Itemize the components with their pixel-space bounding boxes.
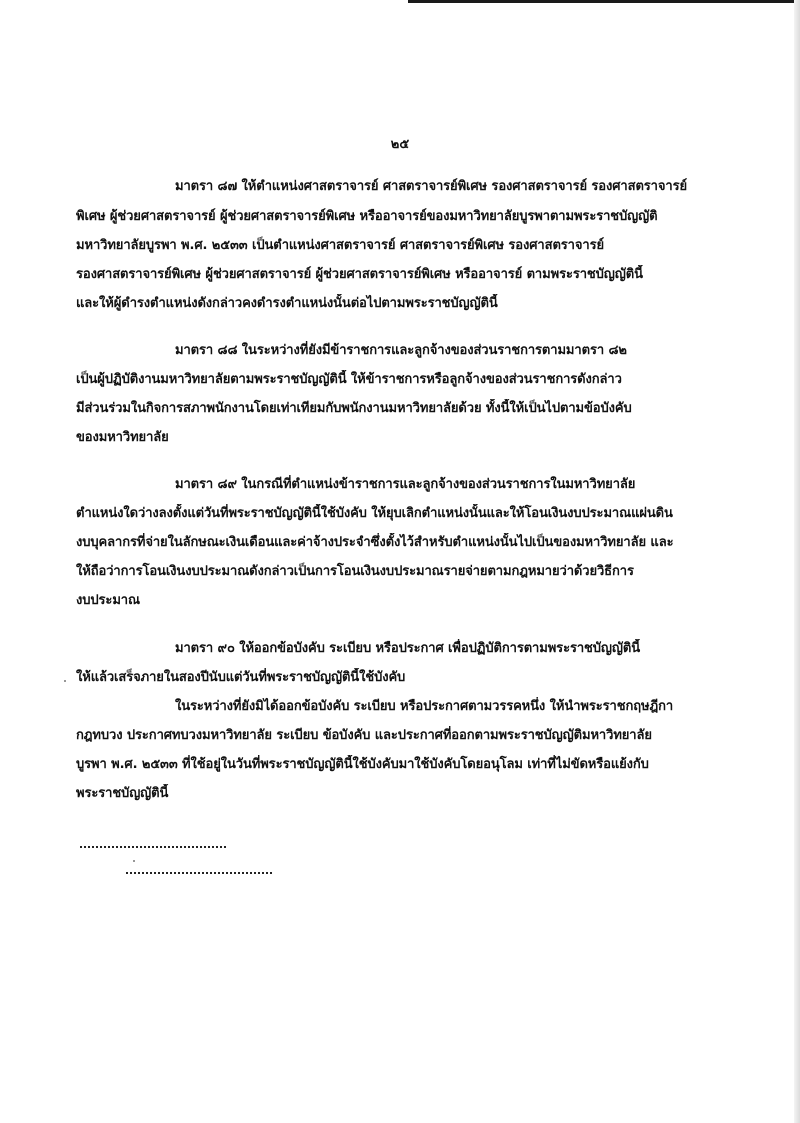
section-88-line-1: มาตรา ๘๘ ในระหว่างที่ยังมีข้าราชการและลูกจ้างของส่วนราชการตามมาตรา ๘๒ [175, 343, 627, 358]
section-90-line-4: กฎทบวง ประกาศทบวงมหาวิทยาลัย ระเบียบ ข้อบังคับ และประกาศที่ออกตามพระราชบัญญัติมหาวิทยาลัย [76, 728, 652, 743]
section-87-line-3: มหาวิทยาลัยบูรพา พ.ศ. ๒๕๓๓ เป็นตำแหน่งศาสตราจารย์ ศาสตราจารย์พิเศษ รองศาสตราจารย์ [76, 238, 604, 253]
signature-line-1 [80, 846, 226, 848]
signature-line-2 [126, 872, 272, 874]
section-89-line-3: งบบุคลากรที่จ่ายในลักษณะเงินเดือนและค่าจ้างประจำซึ่งตั้งไว้สำหรับตำแหน่งนั้นไปเป็นของมหาวิทยาลัย และ [76, 535, 674, 550]
page-number: ๒๕ [390, 137, 410, 152]
section-88-line-4: ของมหาวิทยาลัย [76, 430, 169, 445]
section-88-line-3: มีส่วนร่วมในกิจการสภาพนักงานโดยเท่าเทียมกับพนักงานมหาวิทยาลัยด้วย ทั้งนี้ให้เป็นไปตามข้อบังคับ [76, 401, 632, 416]
section-87-line-4: รองศาสตราจารย์พิเศษ ผู้ช่วยศาสตราจารย์ ผู้ช่วยศาสตราจารย์พิเศษ หรืออาจารย์ ตามพระราชบัญญัตินี้ [76, 267, 643, 282]
section-90-line-5: บูรพา พ.ศ. ๒๕๓๓ ที่ใช้อยู่ในวันที่พระราชบัญญัตินี้ใช้บังคับมาใช้บังคับโดยอนุโลม เท่าที่ไม่ขัดหรือแย้งกับ [76, 757, 649, 772]
section-90-line-3: ในระหว่างที่ยังมิได้ออกข้อบังคับ ระเบียบ หรือประกาศตามวรรคหนึ่ง ให้นำพระราชกฤษฎีกา [175, 699, 674, 714]
section-89-line-1: มาตรา ๘๙ ในกรณีที่ตำแหน่งข้าราชการและลูกจ้างของส่วนราชการในมหาวิทยาลัย [175, 477, 636, 492]
section-87-line-5: และให้ผู้ดำรงตำแหน่งดังกล่าวคงดำรงตำแหน่งนั้นต่อไปตามพระราชบัญญัตินี้ [76, 296, 498, 311]
section-89-line-2: ตำแหน่งใดว่างลงตั้งแต่วันที่พระราชบัญญัตินี้ใช้บังคับ ให้ยุบเลิกตำแหน่งนั้นและให้โอนเงินงบประมาณแผ่นดิน [76, 506, 673, 521]
section-90-line-2: ให้แล้วเสร็จภายในสองปีนับแต่วันที่พระราชบัญญัตินี้ใช้บังคับ [76, 670, 406, 685]
scan-speck [133, 860, 135, 862]
section-90-line-1: มาตรา ๙๐ ให้ออกข้อบังคับ ระเบียบ หรือประกาศ เพื่อปฏิบัติการตามพระราชบัญญัตินี้ [175, 641, 640, 656]
section-87-line-2: พิเศษ ผู้ช่วยศาสตราจารย์ ผู้ช่วยศาสตราจารย์พิเศษ หรืออาจารย์ของมหาวิทยาลัยบูรพาตามพระราชบัญญัติ [76, 209, 658, 224]
section-87-line-1: มาตรา ๘๗ ให้ตำแหน่งศาสตราจารย์ ศาสตราจารย์พิเศษ รองศาสตราจารย์ รองศาสตราจารย์ [175, 179, 687, 194]
section-89-line-5: งบประมาณ [76, 593, 140, 608]
scan-top-edge [408, 0, 800, 3]
section-89-line-4: ให้ถือว่าการโอนเงินงบประมาณดังกล่าวเป็นการโอนเงินงบประมาณรายจ่ายตามกฎหมายว่าด้วยวิธีการ [76, 564, 634, 579]
scan-right-edge [794, 0, 800, 1123]
section-88-line-2: เป็นผู้ปฏิบัติงานมหาวิทยาลัยตามพระราชบัญญัตินี้ ให้ข้าราชการหรือลูกจ้างของส่วนราชการดังกล่าว [76, 372, 622, 387]
section-90-line-6: พระราชบัญญัตินี้ [76, 786, 169, 801]
scan-speck [64, 680, 66, 682]
